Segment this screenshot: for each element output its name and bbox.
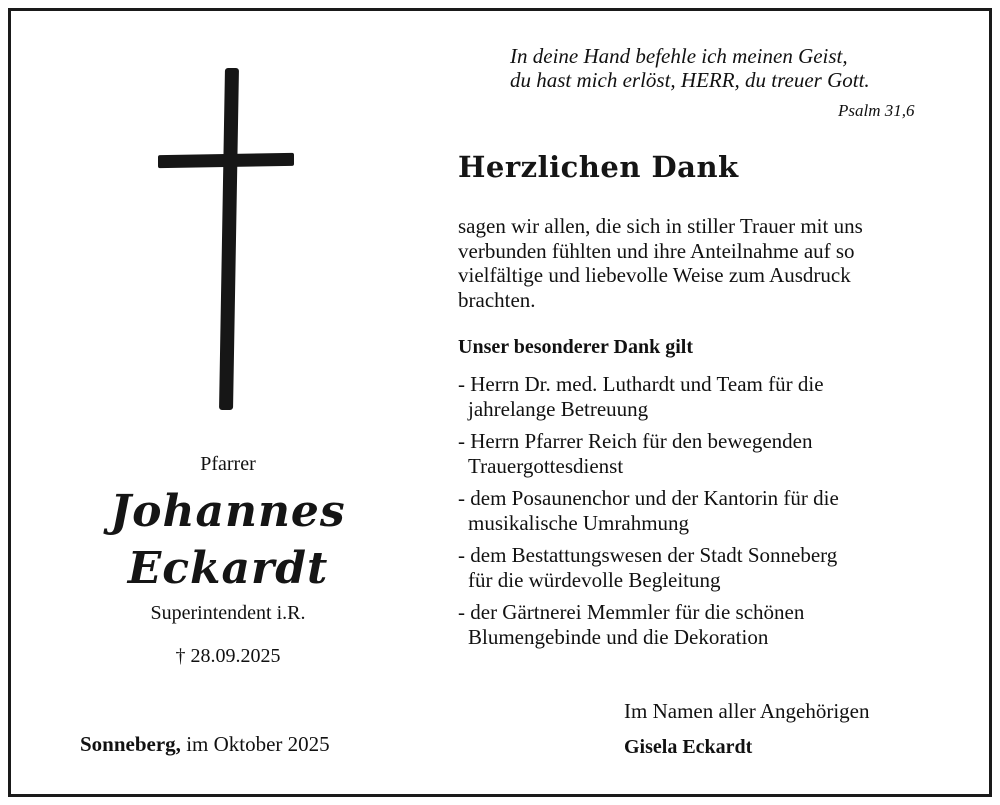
deceased-title: Pfarrer [200,453,256,475]
thanks-list [458,372,928,657]
signature-name: Gisela Eckardt [624,736,753,758]
list-item [458,429,928,478]
list-item-line: musikalische Umrahmung [468,510,690,535]
deceased-last-name: Eckardt [127,543,329,594]
heading-thanks: Herzlichen Dank [458,150,739,184]
place-month: im Oktober 2025 [186,732,330,756]
list-item [458,600,928,649]
signature-line: Im Namen aller Angehörigen [624,699,870,723]
list-item-line: - Herrn Dr. med. Luthardt und Team für die [458,372,824,396]
list-item-line: für die würdevolle Begleitung [468,567,721,592]
deceased-first-name: Johannes [110,486,346,537]
special-thanks-heading: Unser besonderer Dank gilt [458,336,694,358]
list-item-line: - Herrn Pfarrer Reich für den bewegenden [458,429,813,453]
place-date [80,732,330,757]
death-date: † 28.09.2025 [175,645,281,667]
list-item [458,543,928,592]
list-item-line: - der Gärtnerei Memmler für die schönen [458,600,805,624]
list-item-line: jahrelange Betreuung [468,396,649,421]
verse-line-2: du hast mich erlöst, HERR, du treuer Gott. [510,68,870,92]
verse-source: Psalm 31,6 [838,101,915,120]
list-item [458,486,928,535]
verse-line-1: In deine Hand befehle ich meinen Geist, [510,44,848,68]
deceased-position: Superintendent i.R. [150,602,306,624]
intro-text: sagen wir allen, die sich in stiller Trauer mit uns verbunden fühlten und ihre Anteilnahme auf so vielfältige und liebevolle Weise zum Ausdruck brachten. [458,214,863,312]
place-city: Sonneberg, [80,732,181,756]
cross-horizontal-beam [158,153,294,168]
list-item-line: - dem Bestattungswesen der Stadt Sonneberg [458,543,838,567]
list-item-line: - dem Posaunenchor und der Kantorin für die [458,486,839,510]
bible-verse [510,44,940,92]
list-item-line: Blumengebinde und die Dekoration [468,624,769,649]
list-item [458,372,928,421]
list-item-line: Trauergottesdienst [468,453,624,478]
